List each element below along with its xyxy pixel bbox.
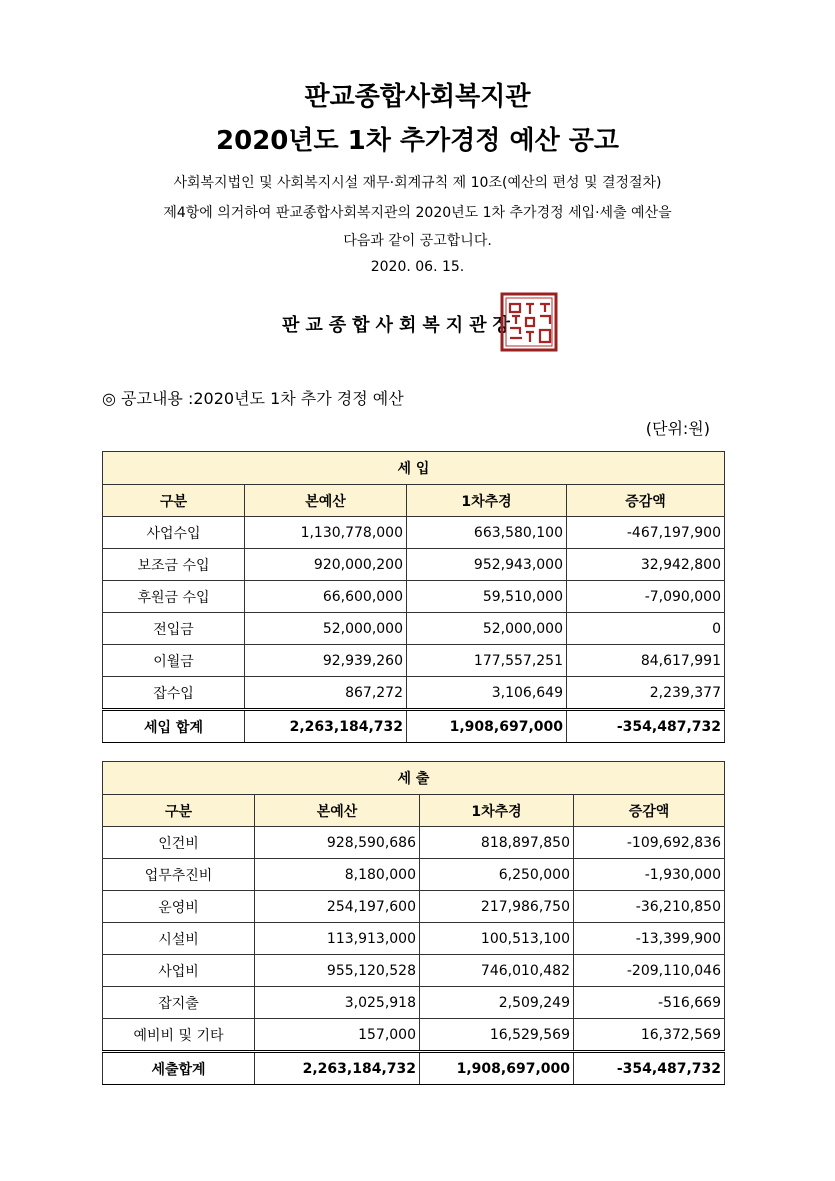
table-row	[103, 517, 725, 549]
income-table	[102, 451, 725, 743]
org-title: 판교종합사회복지관	[304, 82, 531, 112]
column-header: 1차추경	[420, 795, 574, 827]
revised-budget-cell: 6,250,000	[420, 859, 574, 891]
base-budget-cell: 920,000,200	[245, 549, 407, 581]
table-row	[103, 987, 725, 1019]
change-cell: -516,669	[574, 987, 725, 1019]
revised-budget-cell: 100,513,100	[420, 923, 574, 955]
base-budget-cell: 955,120,528	[255, 955, 420, 987]
row-label: 예비비 및 기타	[103, 1019, 255, 1052]
expense-section-title: 세 출	[103, 762, 725, 795]
column-header: 구분	[103, 485, 245, 517]
row-label: 업무추진비	[103, 859, 255, 891]
total-row	[103, 1052, 725, 1085]
notice-label: ◎ 공고내용 :2020년도 1차 추가 경정 예산	[102, 389, 404, 408]
revised-budget-cell: 217,986,750	[420, 891, 574, 923]
intro-line: 다음과 같이 공고합니다.	[343, 233, 492, 249]
row-label: 시설비	[103, 923, 255, 955]
column-header: 본예산	[245, 485, 407, 517]
total-base-budget: 2,263,184,732	[245, 710, 407, 743]
signer-name: 판교종합사회복지관장	[282, 315, 516, 336]
table-row	[103, 1019, 725, 1052]
base-budget-cell: 1,130,778,000	[245, 517, 407, 549]
base-budget-cell: 157,000	[255, 1019, 420, 1052]
table-row	[103, 677, 725, 710]
change-cell: -13,399,900	[574, 923, 725, 955]
change-cell: 32,942,800	[567, 549, 725, 581]
base-budget-cell: 254,197,600	[255, 891, 420, 923]
table-row	[103, 549, 725, 581]
change-cell: 16,372,569	[574, 1019, 725, 1052]
row-label: 후원금 수입	[103, 581, 245, 613]
change-cell: -1,930,000	[574, 859, 725, 891]
row-label: 이월금	[103, 645, 245, 677]
total-change: -354,487,732	[567, 710, 725, 743]
revised-budget-cell: 818,897,850	[420, 827, 574, 859]
base-budget-cell: 8,180,000	[255, 859, 420, 891]
total-revised-budget: 1,908,697,000	[420, 1052, 574, 1085]
table-row	[103, 923, 725, 955]
revised-budget-cell: 52,000,000	[407, 613, 567, 645]
table-row	[103, 613, 725, 645]
change-cell: -36,210,850	[574, 891, 725, 923]
row-label: 사업비	[103, 955, 255, 987]
table-row	[103, 827, 725, 859]
change-cell: 84,617,991	[567, 645, 725, 677]
revised-budget-cell: 3,106,649	[407, 677, 567, 710]
column-header: 구분	[103, 795, 255, 827]
notice-date: 2020. 06. 15.	[370, 259, 465, 275]
total-row	[103, 710, 725, 743]
row-label: 잡수입	[103, 677, 245, 710]
table-row	[103, 645, 725, 677]
total-base-budget: 2,263,184,732	[255, 1052, 420, 1085]
row-label: 잡지출	[103, 987, 255, 1019]
table-row	[103, 955, 725, 987]
column-header: 증감액	[574, 795, 725, 827]
base-budget-cell: 52,000,000	[245, 613, 407, 645]
column-header: 증감액	[567, 485, 725, 517]
change-cell: 0	[567, 613, 725, 645]
table-row	[103, 581, 725, 613]
row-label: 보조금 수입	[103, 549, 245, 581]
total-revised-budget: 1,908,697,000	[407, 710, 567, 743]
intro-line: 사회복지법인 및 사회복지시설 재무·회계규칙 제 10조(예산의 편성 및 결정절차)	[173, 175, 662, 191]
base-budget-cell: 113,913,000	[255, 923, 420, 955]
table-row	[103, 859, 725, 891]
revised-budget-cell: 2,509,249	[420, 987, 574, 1019]
change-cell: -467,197,900	[567, 517, 725, 549]
revised-budget-cell: 663,580,100	[407, 517, 567, 549]
base-budget-cell: 928,590,686	[255, 827, 420, 859]
base-budget-cell: 92,939,260	[245, 645, 407, 677]
revised-budget-cell: 177,557,251	[407, 645, 567, 677]
expense-table	[102, 761, 725, 1085]
revised-budget-cell: 952,943,000	[407, 549, 567, 581]
revised-budget-cell: 16,529,569	[420, 1019, 574, 1052]
base-budget-cell: 867,272	[245, 677, 407, 710]
doc-title: 2020년도 1차 추가경정 예산 공고	[216, 126, 619, 156]
row-label: 운영비	[103, 891, 255, 923]
base-budget-cell: 66,600,000	[245, 581, 407, 613]
base-budget-cell: 3,025,918	[255, 987, 420, 1019]
change-cell: -109,692,836	[574, 827, 725, 859]
row-label: 사업수입	[103, 517, 245, 549]
total-label: 세입 합계	[103, 710, 245, 743]
column-header: 1차추경	[407, 485, 567, 517]
total-label: 세출합계	[103, 1052, 255, 1085]
table-row	[103, 891, 725, 923]
column-header: 본예산	[255, 795, 420, 827]
revised-budget-cell: 746,010,482	[420, 955, 574, 987]
total-change: -354,487,732	[574, 1052, 725, 1085]
change-cell: 2,239,377	[567, 677, 725, 710]
change-cell: -7,090,000	[567, 581, 725, 613]
income-section-title: 세 입	[103, 452, 725, 485]
intro-line: 제4항에 의거하여 판교종합사회복지관의 2020년도 1차 추가경정 세입·세출 예산을	[163, 205, 672, 221]
revised-budget-cell: 59,510,000	[407, 581, 567, 613]
row-label: 전입금	[103, 613, 245, 645]
unit-label: (단위:원)	[645, 419, 710, 438]
row-label: 인건비	[103, 827, 255, 859]
official-seal-icon	[500, 292, 558, 352]
change-cell: -209,110,046	[574, 955, 725, 987]
